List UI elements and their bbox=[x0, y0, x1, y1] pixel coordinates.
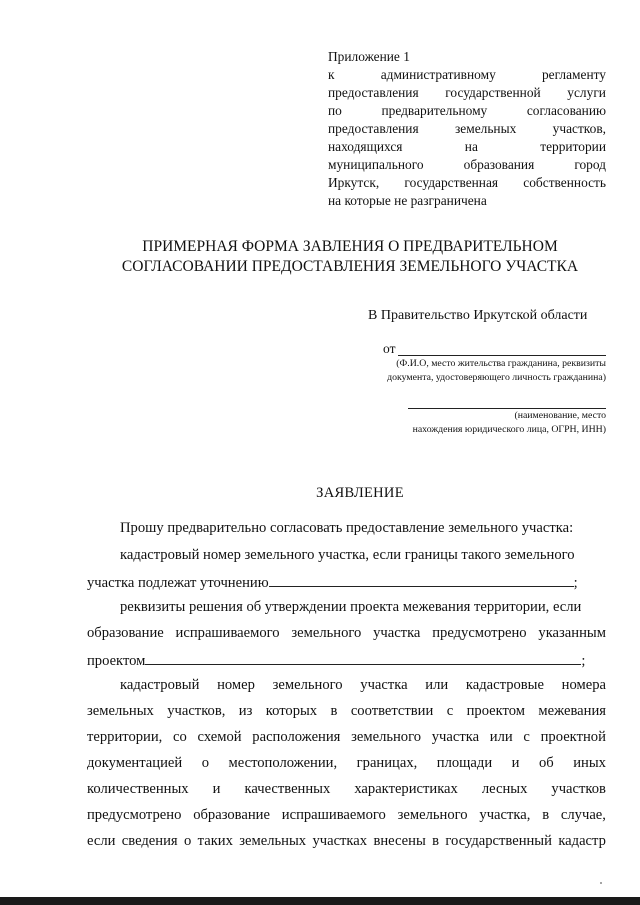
appendix-word: образования bbox=[463, 157, 535, 172]
word: образование bbox=[87, 625, 164, 641]
appendix-title: Приложение 1 bbox=[328, 49, 410, 64]
legal-hint-1: (наименование, место bbox=[514, 410, 606, 421]
word: качественных bbox=[244, 781, 331, 797]
word: испрашиваемого bbox=[175, 625, 280, 641]
word: с bbox=[446, 703, 454, 719]
word: местоположении, bbox=[228, 755, 338, 771]
appendix-word: территории bbox=[540, 139, 606, 154]
word: участков, bbox=[167, 703, 226, 719]
word: или bbox=[425, 677, 449, 693]
word: участках bbox=[312, 833, 368, 849]
paragraph-3-line-1: реквизиты решения об утверждении проекта межевания территории, если bbox=[120, 599, 582, 615]
paragraph-3-line-2 bbox=[87, 625, 606, 642]
word: земельного bbox=[351, 729, 422, 745]
word: участка bbox=[373, 625, 421, 641]
semicolon: ; bbox=[573, 575, 578, 591]
paragraph-4-line bbox=[120, 677, 606, 694]
word: со bbox=[173, 729, 187, 745]
form-title-line-1: ПРИМЕРНАЯ ФОРМА ЗАВЛЕНИЯ О ПРЕДВАРИТЕЛЬНОМ bbox=[142, 238, 558, 255]
word: кадастровые bbox=[465, 677, 544, 693]
scan-bottom-edge bbox=[0, 897, 640, 905]
appendix-line bbox=[328, 120, 606, 138]
appendix-word: предварительному bbox=[381, 103, 488, 118]
cadastral-number-field[interactable] bbox=[269, 573, 574, 587]
word: о bbox=[201, 755, 209, 771]
appendix-word: государственная bbox=[404, 175, 499, 190]
word: номер bbox=[217, 677, 255, 693]
legal-hint-2: нахождения юридического лица, ОГРН, ИНН) bbox=[412, 424, 606, 435]
paragraph-3-line-3 bbox=[87, 651, 606, 670]
word: из bbox=[238, 703, 253, 719]
word: случае, bbox=[560, 807, 606, 823]
paragraph-4-line bbox=[87, 755, 606, 772]
appendix-word: услуги bbox=[567, 85, 606, 100]
word: номера bbox=[561, 677, 606, 693]
word: документацией bbox=[87, 755, 183, 771]
word: о bbox=[183, 833, 192, 849]
addressee: В Правительство Иркутской области bbox=[368, 308, 588, 323]
word: схемой bbox=[197, 729, 242, 745]
paragraph-4-line bbox=[87, 807, 606, 824]
appendix-word: административному bbox=[380, 67, 496, 82]
word: земельного bbox=[397, 807, 468, 823]
appendix-word: предоставления bbox=[328, 85, 419, 100]
appendix-word: город bbox=[574, 157, 606, 172]
semicolon: ; bbox=[581, 653, 586, 669]
paragraph-2-line-2 bbox=[87, 573, 606, 592]
paragraph-4-line bbox=[87, 781, 606, 798]
appendix-line bbox=[328, 84, 606, 102]
from-label: от bbox=[383, 341, 396, 356]
appendix-word: на bbox=[464, 139, 478, 154]
word: и bbox=[511, 755, 520, 771]
paragraph-2-text: участка подлежат уточнению bbox=[87, 575, 269, 591]
appendix-line bbox=[328, 138, 606, 156]
appendix-word: к bbox=[328, 67, 335, 82]
appendix-word: государственной bbox=[445, 85, 541, 100]
word: предусмотрено bbox=[432, 625, 527, 641]
word: образование bbox=[193, 807, 270, 823]
word: границах, bbox=[356, 755, 418, 771]
word: сведения bbox=[121, 833, 178, 849]
word: земельного bbox=[291, 625, 362, 641]
word: кадастровый bbox=[120, 677, 200, 693]
word: указанным bbox=[538, 625, 606, 641]
survey-project-field[interactable] bbox=[145, 651, 581, 665]
word: участков bbox=[551, 781, 606, 797]
from-fill-line bbox=[398, 355, 606, 356]
appendix-line bbox=[328, 102, 606, 120]
word: площади bbox=[436, 755, 493, 771]
appendix-word: по bbox=[328, 103, 342, 118]
word: или bbox=[489, 729, 513, 745]
word: и bbox=[212, 781, 221, 797]
scan-speck bbox=[600, 882, 602, 884]
citizen-hint-1: (Ф.И.О, место жительства гражданина, реквизиты bbox=[396, 358, 606, 369]
paragraph-4-line bbox=[87, 833, 606, 850]
appendix-lines bbox=[328, 66, 606, 192]
word: государственный bbox=[445, 833, 552, 849]
word: в bbox=[330, 703, 338, 719]
appendix-last-line: на которые не разграничена bbox=[328, 193, 487, 208]
word: соответствии bbox=[350, 703, 434, 719]
word: иных bbox=[573, 755, 606, 771]
paragraph-3-text: проектом bbox=[87, 653, 146, 669]
word: испрашиваемого bbox=[281, 807, 386, 823]
word: если bbox=[87, 833, 116, 849]
word: земельного bbox=[272, 677, 343, 693]
word: расположения bbox=[252, 729, 341, 745]
appendix-word: Иркутск, bbox=[328, 175, 380, 190]
word: которых bbox=[265, 703, 318, 719]
appendix-block bbox=[328, 48, 606, 210]
word: внесены bbox=[373, 833, 426, 849]
word: об bbox=[538, 755, 554, 771]
word: земельных bbox=[239, 833, 307, 849]
appendix-word: согласованию bbox=[526, 103, 606, 118]
word: в bbox=[432, 833, 440, 849]
appendix-line bbox=[328, 156, 606, 174]
word: с bbox=[523, 729, 530, 745]
word: участка bbox=[360, 677, 408, 693]
appendix-word: земельных bbox=[454, 121, 517, 136]
word: участка, bbox=[479, 807, 531, 823]
word: кадастр bbox=[558, 833, 606, 849]
word: проектной bbox=[540, 729, 606, 745]
form-title-line-2: СОГЛАСОВАНИИ ПРЕДОСТАВЛЕНИЯ ЗЕМЕЛЬНОГО УЧАСТКА bbox=[121, 258, 579, 275]
citizen-hint-2: документа, удостоверяющего личность гражданина) bbox=[387, 372, 606, 383]
word: межевания bbox=[538, 703, 606, 719]
word: участка bbox=[431, 729, 480, 745]
word: характеристиках bbox=[354, 781, 458, 797]
word: лесных bbox=[481, 781, 528, 797]
appendix-word: участков, bbox=[552, 121, 606, 136]
appendix-line bbox=[328, 66, 606, 84]
appendix-line bbox=[328, 174, 606, 192]
statement-heading: ЗАЯВЛЕНИЕ bbox=[316, 485, 404, 501]
word: предусмотрено bbox=[87, 807, 182, 823]
paragraph-2-line-1: кадастровый номер земельного участка, если границы такого земельного bbox=[120, 547, 575, 563]
word: количественных bbox=[87, 781, 189, 797]
appendix-word: предоставления bbox=[328, 121, 419, 136]
appendix-word: собственность bbox=[523, 175, 606, 190]
word: проектом bbox=[466, 703, 525, 719]
appendix-word: муниципального bbox=[328, 157, 424, 172]
word: территории, bbox=[87, 729, 163, 745]
paragraph-4-line bbox=[87, 729, 606, 746]
appendix-word: регламенту bbox=[541, 67, 606, 82]
word: таких bbox=[197, 833, 233, 849]
word: в bbox=[542, 807, 550, 823]
paragraph-4-line bbox=[87, 703, 606, 720]
word: земельных bbox=[87, 703, 154, 719]
appendix-word: находящихся bbox=[328, 139, 403, 154]
paragraph-1: Прошу предварительно согласовать предоставление земельного участка: bbox=[120, 520, 574, 536]
